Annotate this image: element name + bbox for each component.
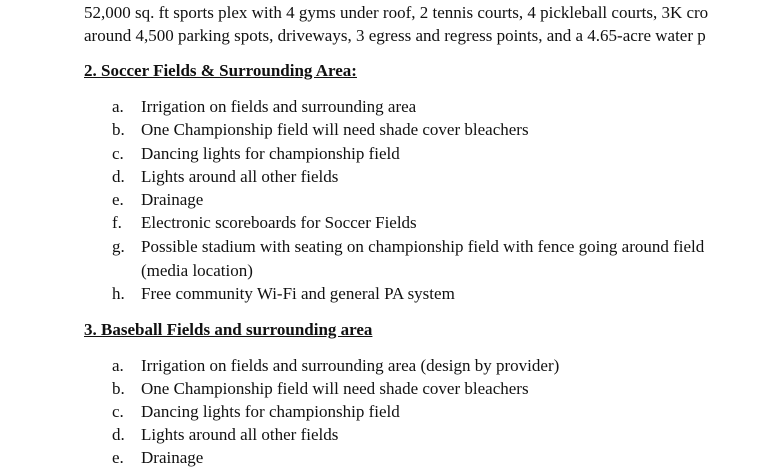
list-marker: d. — [112, 167, 125, 186]
list-marker: a. — [112, 356, 124, 375]
list-marker: b. — [112, 379, 125, 398]
list-item-text: Free community Wi-Fi and general PA system — [141, 284, 455, 303]
list-marker: d. — [112, 425, 125, 444]
section-heading-baseball: 3. Baseball Fields and surrounding area — [84, 320, 373, 339]
list-marker: h. — [112, 284, 125, 303]
list-item-text: Irrigation on fields and surrounding area — [141, 97, 417, 116]
list-marker: b. — [112, 120, 125, 139]
list-item-text: One Championship field will need shade cover bleachers — [141, 379, 529, 398]
list-item-text: Dancing lights for championship field — [141, 402, 400, 421]
list-marker: e. — [112, 448, 124, 467]
list-marker: c. — [112, 402, 124, 421]
intro-line-2: around 4,500 parking spots, driveways, 3 egress and regress points, and a 4.65-acre water p — [84, 26, 706, 45]
section-heading-soccer: 2. Soccer Fields & Surrounding Area: — [84, 61, 357, 80]
list-item-text: Electronic scoreboards for Soccer Fields — [141, 213, 417, 232]
list-item-text: Irrigation on fields and surrounding area (design by provider) — [141, 356, 560, 375]
list-item-text-continuation: (media location) — [141, 261, 253, 280]
list-item-text: One Championship field will need shade cover bleachers — [141, 120, 529, 139]
list-marker: a. — [112, 97, 124, 116]
list-marker: e. — [112, 190, 124, 209]
list-item-text: Lights around all other fields — [141, 425, 339, 444]
list-item-text: Lights around all other fields — [141, 167, 339, 186]
intro-line-1: 52,000 sq. ft sports plex with 4 gyms under roof, 2 tennis courts, 4 pickleball courts, 3K cro — [84, 3, 709, 22]
list-marker: g. — [112, 237, 125, 256]
list-marker: f. — [112, 213, 122, 232]
list-marker: c. — [112, 144, 124, 163]
list-item-text: Dancing lights for championship field — [141, 144, 400, 163]
list-item-text: Drainage — [141, 190, 204, 209]
list-item-text: Drainage — [141, 448, 204, 467]
list-item-text: Possible stadium with seating on championship field with fence going around field — [141, 237, 705, 256]
